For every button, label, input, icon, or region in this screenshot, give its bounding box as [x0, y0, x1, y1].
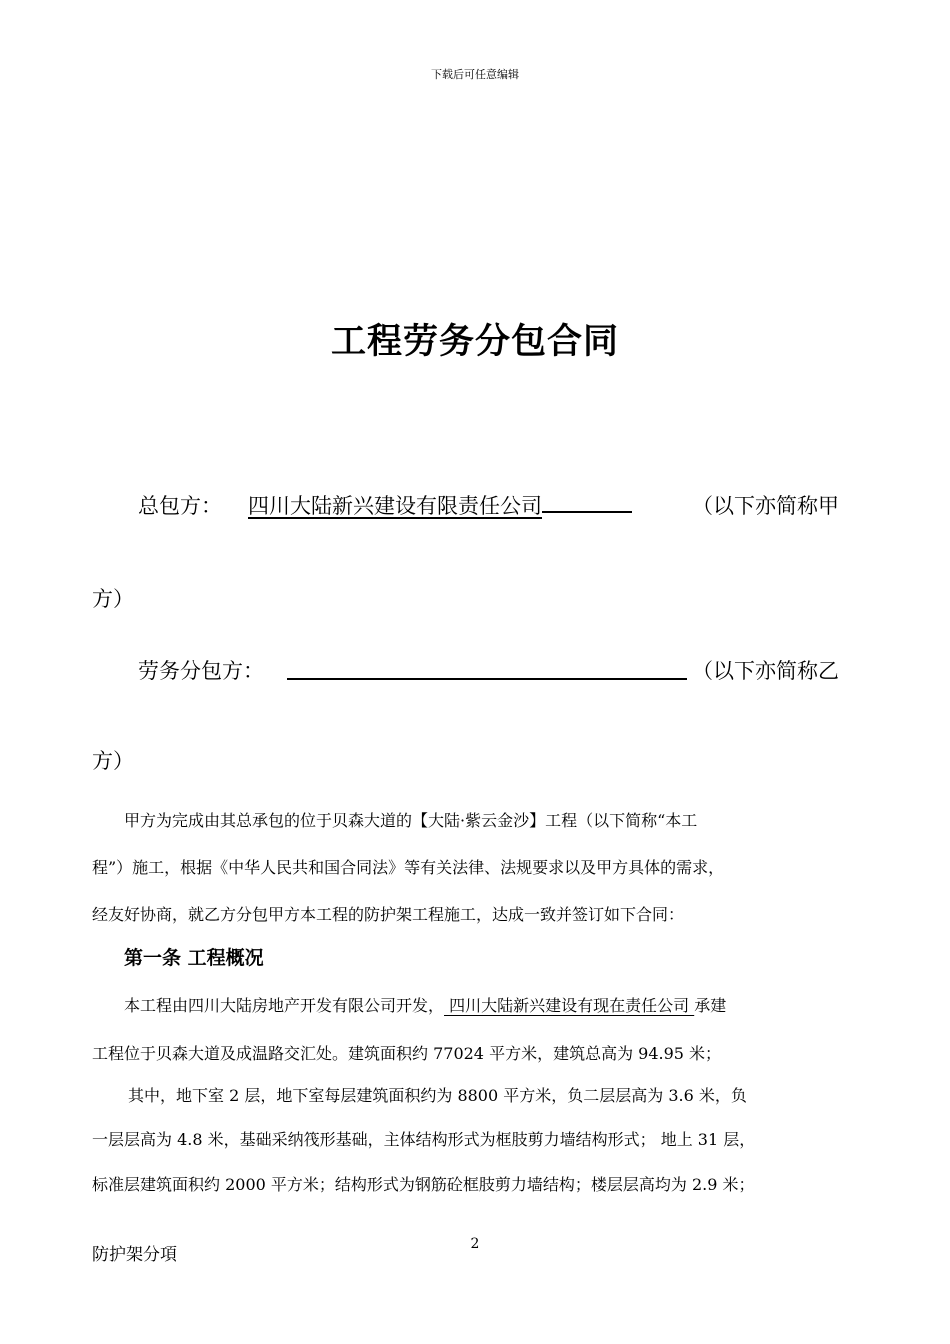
footer-label: 防护架分項: [92, 1245, 177, 1265]
section-1-p2-line-2: 一层层高为 4.8 米，基础采纳筏形基础，主体结构形式为框肢剪力墙结构形式； 地上 31 层，: [92, 1130, 756, 1149]
labor-subcontractor-blank[interactable]: [287, 678, 687, 680]
general-contractor-suffix-cont: 方）: [92, 587, 134, 611]
section-1-p1-post: 承建: [694, 996, 727, 1015]
intro-line-1: 甲方为完成由其总承包的位于贝森大道的【大陆·紫云金沙】工程（以下简称“本工: [124, 811, 698, 830]
labor-subcontractor-suffix-cont: 方）: [92, 749, 134, 773]
general-contractor-name: 四川大陆新兴建设有限责任公司: [248, 494, 542, 518]
labor-subcontractor-suffix: （以下亦简称乙: [692, 659, 839, 683]
general-contractor-label: 总包方：: [138, 494, 222, 518]
general-contractor-blank: [542, 511, 632, 513]
intro-line-3: 经友好协商，就乙方分包甲方本工程的防护架工程施工，达成一致并签订如下合同：: [92, 905, 685, 924]
header-note: 下载后可任意编辑: [431, 68, 519, 81]
page-number: 2: [470, 1236, 480, 1252]
intro-line-2: 程”）施工，根据《中华人民共和国合同法》等有关法律、法规要求以及甲方具体的需求，: [92, 858, 725, 877]
section-1-p2-line-3: 标准层建筑面积约 2000 平方米；结构形式为钢筋砼框肢剪力墙结构；楼层层高均为 2.9 米；: [92, 1175, 755, 1194]
general-contractor-suffix: （以下亦简称甲: [692, 494, 839, 518]
section-1-heading: 第一条 工程概况: [124, 947, 264, 969]
labor-subcontractor-label: 劳务分包方：: [138, 659, 264, 683]
general-contractor-name-field: [236, 490, 632, 520]
section-1-p2-line-1: 其中，地下室 2 层，地下室每层建筑面积约为 8800 平方米，负二层层高为 3.6 米，负: [128, 1086, 747, 1105]
section-1-p1-company: 四川大陆新兴建设有现在责任公司: [444, 996, 695, 1015]
document-title: 工程劳务分包合同: [330, 321, 619, 362]
section-1-p1-line-2: 工程位于贝森大道及成温路交汇处。建筑面积约 77024 平方米，建筑总高为 94.95 米；: [92, 1044, 722, 1063]
section-1-p1-pre: 本工程由四川大陆房地产开发有限公司开发，: [124, 996, 445, 1015]
section-1-p1-line-1: [92, 993, 860, 1016]
